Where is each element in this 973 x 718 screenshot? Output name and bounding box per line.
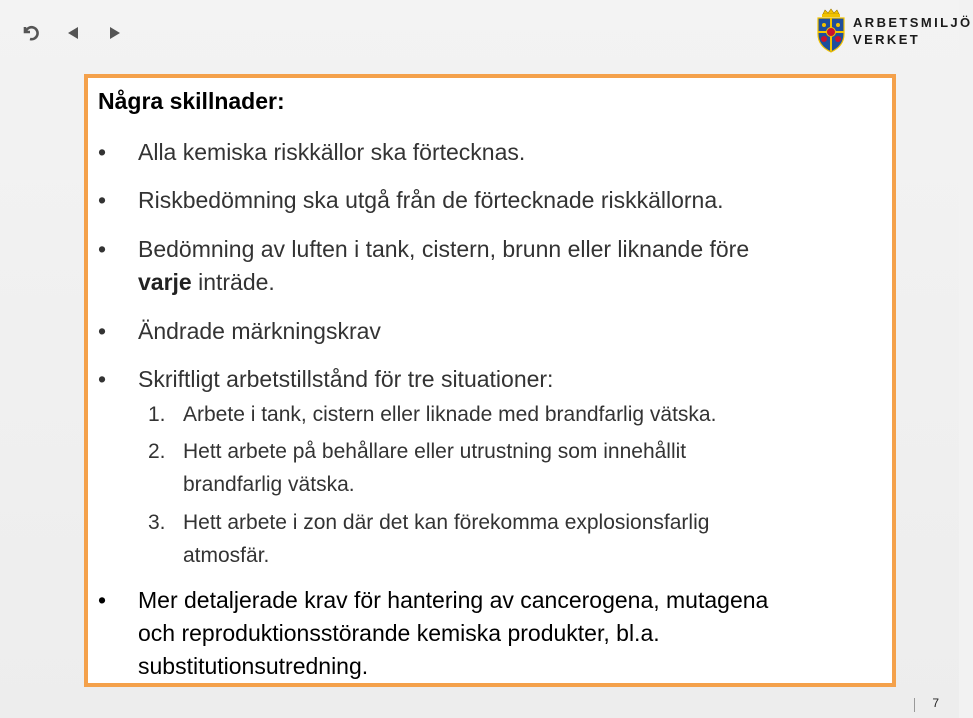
- bullet-glyph: •: [98, 318, 107, 344]
- item-number: 1.: [148, 403, 166, 426]
- item-text: atmosfär.: [183, 544, 270, 567]
- slide-navigation: [20, 22, 126, 44]
- bullet-text: och reproduktionsstörande kemiska produkter, bl.a.: [138, 620, 660, 646]
- bullet-text: Bedömning av luften i tank, cistern, brunn eller liknande före: [138, 236, 750, 262]
- logo-text: [853, 14, 973, 48]
- bullet-text: Mer detaljerade krav för hantering av cancerogena, mutagena: [138, 587, 769, 613]
- triangle-left-icon[interactable]: [62, 22, 84, 44]
- slide-heading: Några skillnader:: [98, 88, 285, 114]
- item-number: 2.: [148, 440, 166, 463]
- logo: [815, 8, 973, 54]
- bullet-text: Ändrade märkningskrav: [138, 318, 381, 344]
- item-text: brandfarlig vätska.: [183, 473, 355, 496]
- item-text: Arbete i tank, cistern eller liknade med brandfarlig vätska.: [183, 403, 717, 426]
- coat-of-arms-icon: [815, 8, 847, 54]
- item-text: Hett arbete på behållare eller utrustning som innehållit: [183, 440, 687, 463]
- bullet-text: Alla kemiska riskkällor ska förtecknas.: [138, 139, 526, 165]
- bullet-glyph: •: [98, 236, 107, 262]
- bullet-text: substitutionsutredning.: [138, 653, 369, 679]
- item-text: Hett arbete i zon där det kan förekomma explosionsfarlig: [183, 511, 710, 534]
- footer-divider: [914, 698, 915, 712]
- emphasis-text: varje: [138, 269, 192, 295]
- bullet-glyph: •: [98, 366, 107, 392]
- item-number: 3.: [148, 511, 166, 534]
- bullet-glyph: •: [98, 187, 107, 213]
- logo-line1: ARBETSMILJÖ: [853, 15, 973, 30]
- bullet-text: Skriftligt arbetstillstånd för tre situationer:: [138, 366, 554, 392]
- triangle-right-icon[interactable]: [104, 22, 126, 44]
- bullet-glyph: •: [98, 587, 107, 613]
- bullet-glyph: •: [98, 139, 107, 165]
- logo-line2: VERKET: [853, 32, 921, 47]
- bullet-text: Riskbedömning ska utgå från de förtecknade riskkällorna.: [138, 187, 724, 213]
- replay-icon[interactable]: [20, 22, 42, 44]
- bullet-text-rest: inträde.: [191, 269, 275, 295]
- page-number: 7: [932, 696, 939, 710]
- content-box: [84, 74, 896, 687]
